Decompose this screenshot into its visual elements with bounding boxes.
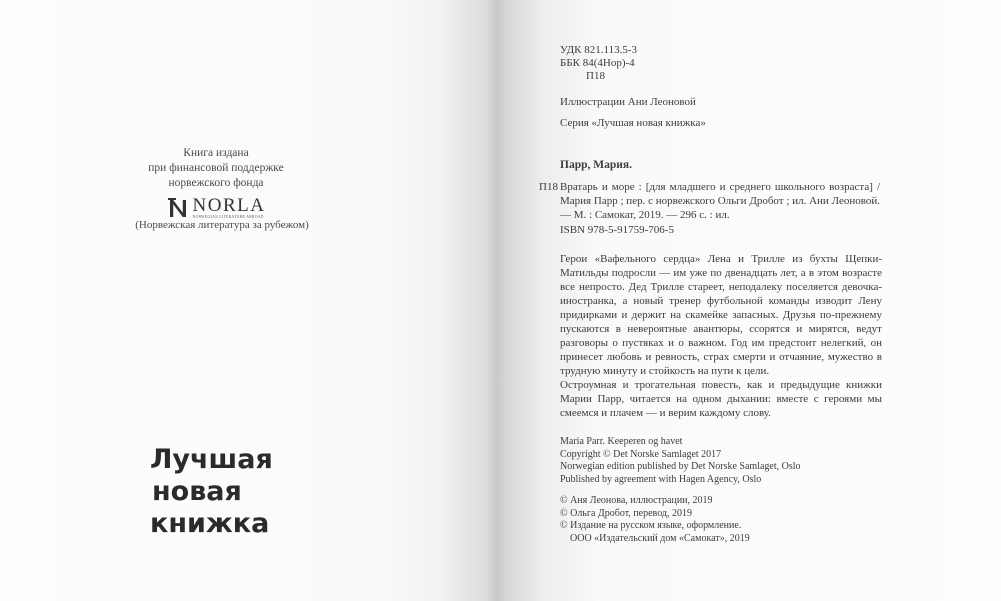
norla-subtitle: NORWEGIAN LITERATURE ABROAD	[192, 215, 264, 219]
left-page	[0, 0, 500, 601]
sponsor-line: Книга издана	[183, 147, 249, 159]
copyright-line: Norwegian edition published by Det Norske Samlaget, Oslo	[560, 461, 801, 472]
copyright-block	[560, 436, 801, 545]
norla-logo	[96, 195, 336, 221]
author-sign: П18	[586, 70, 605, 82]
copyright-line: Copyright © Det Norske Samlaget 2017	[560, 448, 722, 460]
copyright-line: Maria Parr. Keeperen og havet	[560, 436, 683, 447]
right-page	[500, 0, 1001, 601]
catalog-code: П18	[539, 181, 558, 193]
sponsor-note	[96, 146, 336, 221]
copyright-line: © Издание на русском языке, оформление.	[560, 520, 742, 531]
isbn: ISBN 978-5-91759-706-5	[560, 224, 674, 236]
udk-code: УДК 821.113.5-3	[560, 44, 638, 56]
illustrations-credit: Иллюстрации Ани Леоновой	[560, 96, 696, 108]
series-logo-word: Лучшая	[150, 444, 273, 475]
series-logo	[148, 440, 280, 540]
norla-mark-icon	[167, 197, 189, 219]
classification-codes	[560, 44, 637, 83]
annotation-paragraph: Остроумная и трогательная повесть, как и предыдущие книжки Марии Парр, читается на одном дыхании: вместе с героями мы смеемся и плачем — и верим каждому слову.	[560, 379, 882, 419]
sponsor-line: при финансовой поддержке	[148, 162, 284, 174]
series-logo-word: книжка	[150, 508, 270, 539]
series-title: Серия «Лучшая новая книжка»	[560, 117, 706, 129]
author-heading: Парр, Мария.	[560, 159, 632, 171]
copyright-line: ООО «Издательский дом «Самокат», 2019	[570, 532, 750, 544]
series-logo-word: новая	[152, 476, 242, 507]
sponsor-line: норвежского фонда	[168, 177, 264, 189]
annotation	[560, 252, 882, 420]
sponsor-paren: (Норвежская литература за рубежом)	[135, 219, 309, 231]
copyright-line: © Аня Леонова, иллюстрации, 2019	[560, 495, 713, 506]
copyright-line: © Ольга Дробот, перевод, 2019	[560, 507, 692, 519]
annotation-paragraph: Герои «Вафельного сердца» Лена и Трилле из бухты Щепки-Матильды подросли — им уже по двенадцать лет, а в этом возрасте все непросто. Дед Трилле стареет, неподалеку поселяется девочка-иностранка, а новый тренер футбольной команды изводит Лену придирками и держит на скамейке запасных. Друзья по-прежнему пускаются в невероятные авантюры, ссорятся и мирятся, ведут разговоры о пустяках и о важном. Год им предстоит нелегкий, он принесет любовь и ревность, страх смерти и отчаяние, мужество в трудную минуту и стойкость на пути к цели.	[560, 253, 882, 377]
norla-name: NORLA	[192, 195, 266, 216]
copyright-line: Published by agreement with Hagen Agency, Oslo	[560, 473, 762, 485]
bbk-code: ББК 84(4Нор)-4	[560, 57, 635, 69]
catalog-description: Вратарь и море : [для младшего и среднего школьного возраста] / Мария Парр ; пер. с норвежского Ольги Дробот ; ил. Ани Леоновой. — М. : Самокат, 2019. — 296 с. : ил.	[560, 181, 880, 221]
